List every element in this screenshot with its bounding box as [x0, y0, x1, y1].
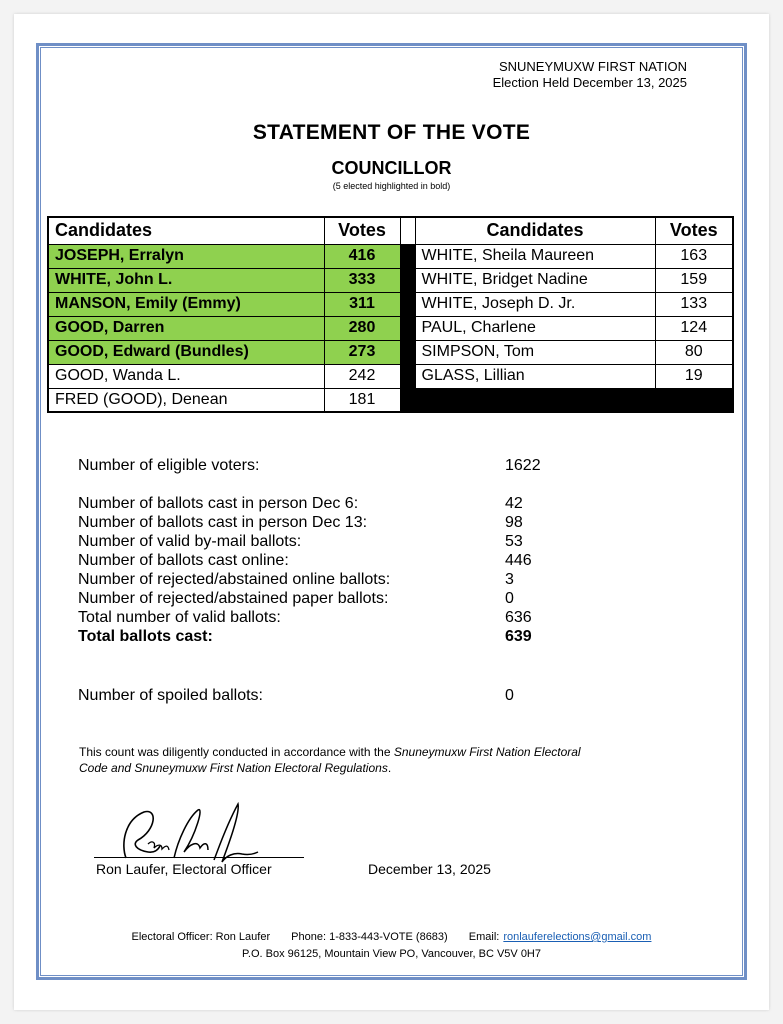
stat-row-total — [78, 628, 578, 647]
candidate-name: PAUL, Charlene — [415, 316, 655, 340]
stat-value: 0 — [505, 687, 514, 704]
stat-value: 42 — [505, 495, 523, 512]
table-row — [48, 340, 733, 364]
candidate-votes: 80 — [655, 340, 733, 364]
stat-value: 53 — [505, 533, 523, 550]
stat-value: 1622 — [505, 457, 541, 474]
candidate-votes: 163 — [655, 244, 733, 268]
candidate-name: WHITE, Sheila Maureen — [415, 244, 655, 268]
election-date-line: Election Held December 13, 2025 — [492, 75, 687, 90]
stat-label: Number of eligible voters: — [78, 457, 260, 474]
stat-value: 639 — [505, 628, 532, 645]
header-votes-right: Votes — [655, 217, 733, 244]
stat-label: Number of valid by-mail ballots: — [78, 533, 302, 550]
candidate-name: GLASS, Lillian — [415, 364, 655, 388]
candidate-votes: 273 — [324, 340, 400, 364]
candidate-votes: 333 — [324, 268, 400, 292]
stat-label: Total number of valid ballots: — [78, 609, 281, 626]
column-separator — [400, 364, 415, 388]
stat-label: Number of rejected/abstained online ballots: — [78, 571, 391, 588]
stat-label: Number of ballots cast in person Dec 6: — [78, 495, 359, 512]
header-votes-left: Votes — [324, 217, 400, 244]
results-table — [47, 216, 734, 413]
column-separator — [400, 217, 415, 244]
table-row — [48, 292, 733, 316]
candidate-votes: 280 — [324, 316, 400, 340]
document-title: STATEMENT OF THE VOTE — [252, 121, 531, 144]
header-candidates-right: Candidates — [415, 217, 655, 244]
candidate-name: GOOD, Edward (Bundles) — [48, 340, 324, 364]
footer-email-label: Email: — [468, 931, 500, 943]
note-italic-2: Code and Snuneymuxw First Nation Electoral Regulations — [79, 761, 388, 775]
footer-officer: Electoral Officer: Ron Laufer — [131, 931, 271, 943]
stat-value: 98 — [505, 514, 523, 531]
stat-row — [78, 457, 578, 476]
candidate-votes: 416 — [324, 244, 400, 268]
signature-image — [96, 800, 266, 870]
footer-contact — [0, 931, 783, 943]
stat-label: Number of ballots cast in person Dec 13: — [78, 514, 368, 531]
stat-row — [78, 514, 578, 533]
candidate-name: WHITE, Joseph D. Jr. — [415, 292, 655, 316]
candidate-votes: 311 — [324, 292, 400, 316]
candidate-name: FRED (GOOD), Denean — [48, 388, 324, 412]
candidate-votes: 124 — [655, 316, 733, 340]
elected-note: (5 elected highlighted in bold) — [332, 181, 451, 191]
signature-date: December 13, 2025 — [368, 861, 491, 877]
stat-label: Number of ballots cast online: — [78, 552, 289, 569]
stat-row — [78, 571, 578, 590]
stat-value: 446 — [505, 552, 532, 569]
stat-row — [78, 495, 578, 514]
stat-row — [78, 552, 578, 571]
candidate-name: SIMPSON, Tom — [415, 340, 655, 364]
table-row — [48, 268, 733, 292]
footer-email-group — [469, 931, 652, 943]
footer-phone: Phone: 1-833-443-VOTE (8683) — [291, 931, 448, 943]
stat-label: Total ballots cast: — [78, 628, 213, 645]
column-separator — [400, 316, 415, 340]
column-separator — [400, 268, 415, 292]
candidate-name: WHITE, Bridget Nadine — [415, 268, 655, 292]
note-prefix: This count was diligently conducted in accordance with the — [79, 745, 394, 759]
table-row — [48, 316, 733, 340]
note-italic-1: Snuneymuxw First Nation Electoral — [393, 745, 581, 759]
stat-row — [78, 687, 578, 706]
blank-cell — [415, 388, 655, 412]
footer-email-link[interactable]: ronlauferelections@gmail.com — [503, 931, 652, 943]
column-separator — [400, 292, 415, 316]
candidate-votes: 242 — [324, 364, 400, 388]
header-candidates-left: Candidates — [48, 217, 324, 244]
candidate-votes: 159 — [655, 268, 733, 292]
document-subtitle: COUNCILLOR — [331, 158, 452, 178]
column-separator — [400, 340, 415, 364]
candidate-votes: 133 — [655, 292, 733, 316]
signature-line — [94, 857, 304, 858]
stat-row — [78, 590, 578, 609]
candidate-name: WHITE, John L. — [48, 268, 324, 292]
table-row — [48, 364, 733, 388]
footer-address: P.O. Box 96125, Mountain View PO, Vancouver, BC V5V 0H7 — [241, 948, 541, 960]
stat-label: Number of rejected/abstained paper ballots: — [78, 590, 389, 607]
stat-row — [78, 609, 578, 628]
candidate-name: GOOD, Darren — [48, 316, 324, 340]
blank-cell — [655, 388, 733, 412]
candidate-name: JOSEPH, Erralyn — [48, 244, 324, 268]
stat-value: 3 — [505, 571, 514, 588]
stat-value: 0 — [505, 590, 514, 607]
organization-name: SNUNEYMUXW FIRST NATION — [498, 59, 687, 74]
column-separator — [400, 244, 415, 268]
candidate-votes: 19 — [655, 364, 733, 388]
election-header — [493, 59, 687, 91]
table-header-row — [48, 217, 733, 244]
stat-value: 636 — [505, 609, 532, 626]
stat-label: Number of spoiled ballots: — [78, 687, 263, 704]
candidate-name: GOOD, Wanda L. — [48, 364, 324, 388]
candidate-votes: 181 — [324, 388, 400, 412]
signer-name: Ron Laufer, Electoral Officer — [96, 861, 272, 877]
table-row — [48, 244, 733, 268]
stat-row — [78, 533, 578, 552]
column-separator — [400, 388, 415, 412]
note-suffix: . — [387, 761, 392, 775]
candidate-name: MANSON, Emily (Emmy) — [48, 292, 324, 316]
certification-note — [79, 744, 699, 776]
table-row — [48, 388, 733, 412]
